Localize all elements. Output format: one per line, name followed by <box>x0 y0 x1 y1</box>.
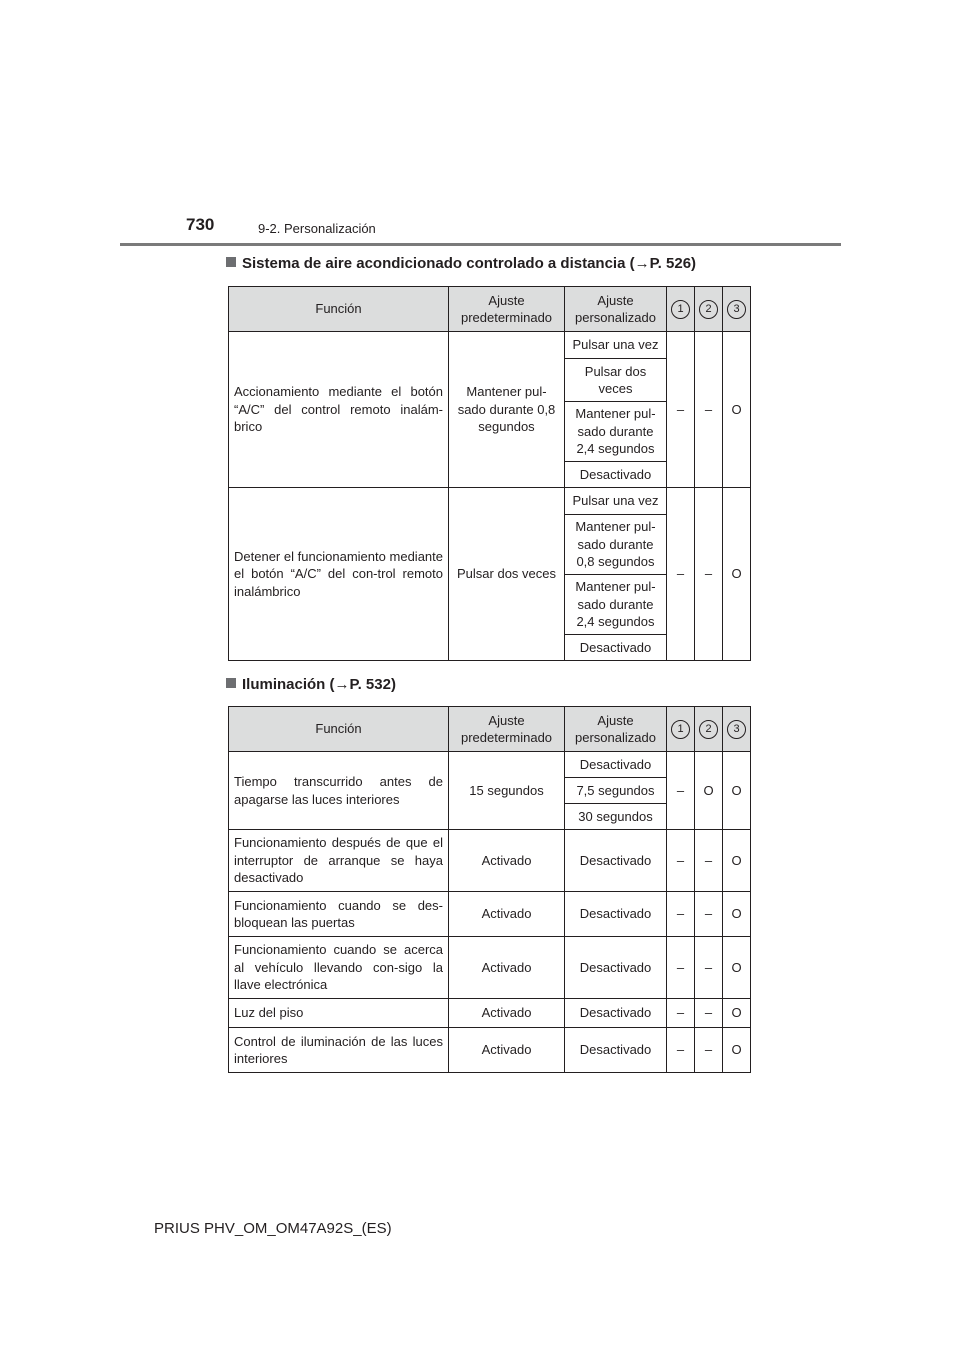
col3-cell: O <box>723 752 751 830</box>
col1-cell: – <box>667 1028 695 1073</box>
col3-cell: O <box>723 892 751 937</box>
custom-cell: Desactivado <box>565 892 667 937</box>
col3-cell: O <box>723 488 751 661</box>
default-cell: Mantener pul-sado durante 0,8 segundos <box>449 332 565 488</box>
bullet-square-icon <box>226 257 236 267</box>
circled-3-icon: 3 <box>727 300 746 319</box>
custom-option-cell: Desactivado <box>565 752 667 778</box>
table-header-row <box>229 707 751 752</box>
col1-cell: – <box>667 892 695 937</box>
default-cell: Activado <box>449 1028 565 1073</box>
col3-cell: O <box>723 1028 751 1073</box>
function-cell: Funcionamiento cuando se acerca al vehículo llevando con-sigo la llave electrónica <box>229 937 449 999</box>
header-col3 <box>723 707 751 752</box>
table-row <box>229 999 751 1028</box>
table-row <box>229 332 751 359</box>
section-title-text: Iluminación (→P. 532) <box>242 676 396 693</box>
col2-cell: – <box>695 488 723 661</box>
header-col1 <box>667 287 695 332</box>
table-row <box>229 830 751 892</box>
circled-2-icon: 2 <box>699 300 718 319</box>
col1-cell: – <box>667 999 695 1028</box>
section-title-text: Sistema de aire acondicionado controlado a distancia (→P. 526) <box>242 255 697 272</box>
custom-cell: Desactivado <box>565 937 667 999</box>
col3-cell: O <box>723 830 751 892</box>
col3-cell: O <box>723 937 751 999</box>
header-custom: Ajuste personalizado <box>565 707 667 752</box>
col2-cell: – <box>695 892 723 937</box>
default-cell: Activado <box>449 937 565 999</box>
col2-cell: – <box>695 332 723 488</box>
header-function: Función <box>229 707 449 752</box>
section-title-remote-ac <box>226 255 696 272</box>
header-default: Ajuste predeterminado <box>449 707 565 752</box>
document-code: PRIUS PHV_OM_OM47A92S_(ES) <box>154 1220 392 1237</box>
function-cell: Tiempo transcurrido antes de apagarse las luces interiores <box>229 752 449 830</box>
col2-cell: O <box>695 752 723 830</box>
col1-cell: – <box>667 488 695 661</box>
default-cell: Activado <box>449 830 565 892</box>
bullet-square-icon <box>226 678 236 688</box>
circled-2-icon: 2 <box>699 720 718 739</box>
header-default: Ajuste predeterminado <box>449 287 565 332</box>
table-row <box>229 1028 751 1073</box>
custom-option-cell: Pulsar una vez <box>565 332 667 359</box>
header-col1 <box>667 707 695 752</box>
page-number: 730 <box>186 215 215 234</box>
table-row <box>229 752 751 778</box>
header-custom: Ajuste personalizado <box>565 287 667 332</box>
table-row <box>229 488 751 515</box>
function-cell: Funcionamiento cuando se des-bloquean las puertas <box>229 892 449 937</box>
header-col2 <box>695 287 723 332</box>
col3-cell: O <box>723 999 751 1028</box>
custom-option-cell: Desactivado <box>565 635 667 661</box>
header-col2 <box>695 707 723 752</box>
default-cell: Activado <box>449 892 565 937</box>
lighting-table <box>228 706 751 1073</box>
custom-option-cell: 7,5 segundos <box>565 778 667 804</box>
custom-cell: Desactivado <box>565 1028 667 1073</box>
custom-option-cell: 30 segundos <box>565 804 667 830</box>
remote-ac-table <box>228 286 751 661</box>
circled-3-icon: 3 <box>727 720 746 739</box>
custom-option-cell: Mantener pul-sado durante 0,8 segundos <box>565 515 667 575</box>
custom-option-cell: Pulsar dos veces <box>565 359 667 402</box>
col2-cell: – <box>695 830 723 892</box>
header-function: Función <box>229 287 449 332</box>
circled-1-icon: 1 <box>671 720 690 739</box>
default-cell: Activado <box>449 999 565 1028</box>
custom-option-cell: Mantener pul-sado durante 2,4 segundos <box>565 402 667 462</box>
custom-cell: Desactivado <box>565 999 667 1028</box>
col2-cell: – <box>695 937 723 999</box>
table-row <box>229 892 751 937</box>
custom-option-cell: Mantener pul-sado durante 2,4 segundos <box>565 575 667 635</box>
custom-option-cell: Desactivado <box>565 462 667 488</box>
section-title-lighting <box>226 676 396 693</box>
function-cell: Luz del piso <box>229 999 449 1028</box>
col1-cell: – <box>667 937 695 999</box>
function-cell: Detener el funcionamiento mediante el botón “A/C” del con-trol remoto inalámbrico <box>229 488 449 661</box>
col1-cell: – <box>667 752 695 830</box>
header-divider <box>120 243 841 246</box>
col2-cell: – <box>695 1028 723 1073</box>
table-row <box>229 937 751 999</box>
header-col3 <box>723 287 751 332</box>
col1-cell: – <box>667 830 695 892</box>
custom-cell: Desactivado <box>565 830 667 892</box>
col1-cell: – <box>667 332 695 488</box>
default-cell: Pulsar dos veces <box>449 488 565 661</box>
chapter-title: 9-2. Personalización <box>258 221 376 236</box>
circled-1-icon: 1 <box>671 300 690 319</box>
col3-cell: O <box>723 332 751 488</box>
function-cell: Accionamiento mediante el botón “A/C” del control remoto inalám-brico <box>229 332 449 488</box>
col2-cell: – <box>695 999 723 1028</box>
function-cell: Control de iluminación de las luces interiores <box>229 1028 449 1073</box>
table-header-row <box>229 287 751 332</box>
function-cell: Funcionamiento después de que el interruptor de arranque se haya desactivado <box>229 830 449 892</box>
custom-option-cell: Pulsar una vez <box>565 488 667 515</box>
default-cell: 15 segundos <box>449 752 565 830</box>
